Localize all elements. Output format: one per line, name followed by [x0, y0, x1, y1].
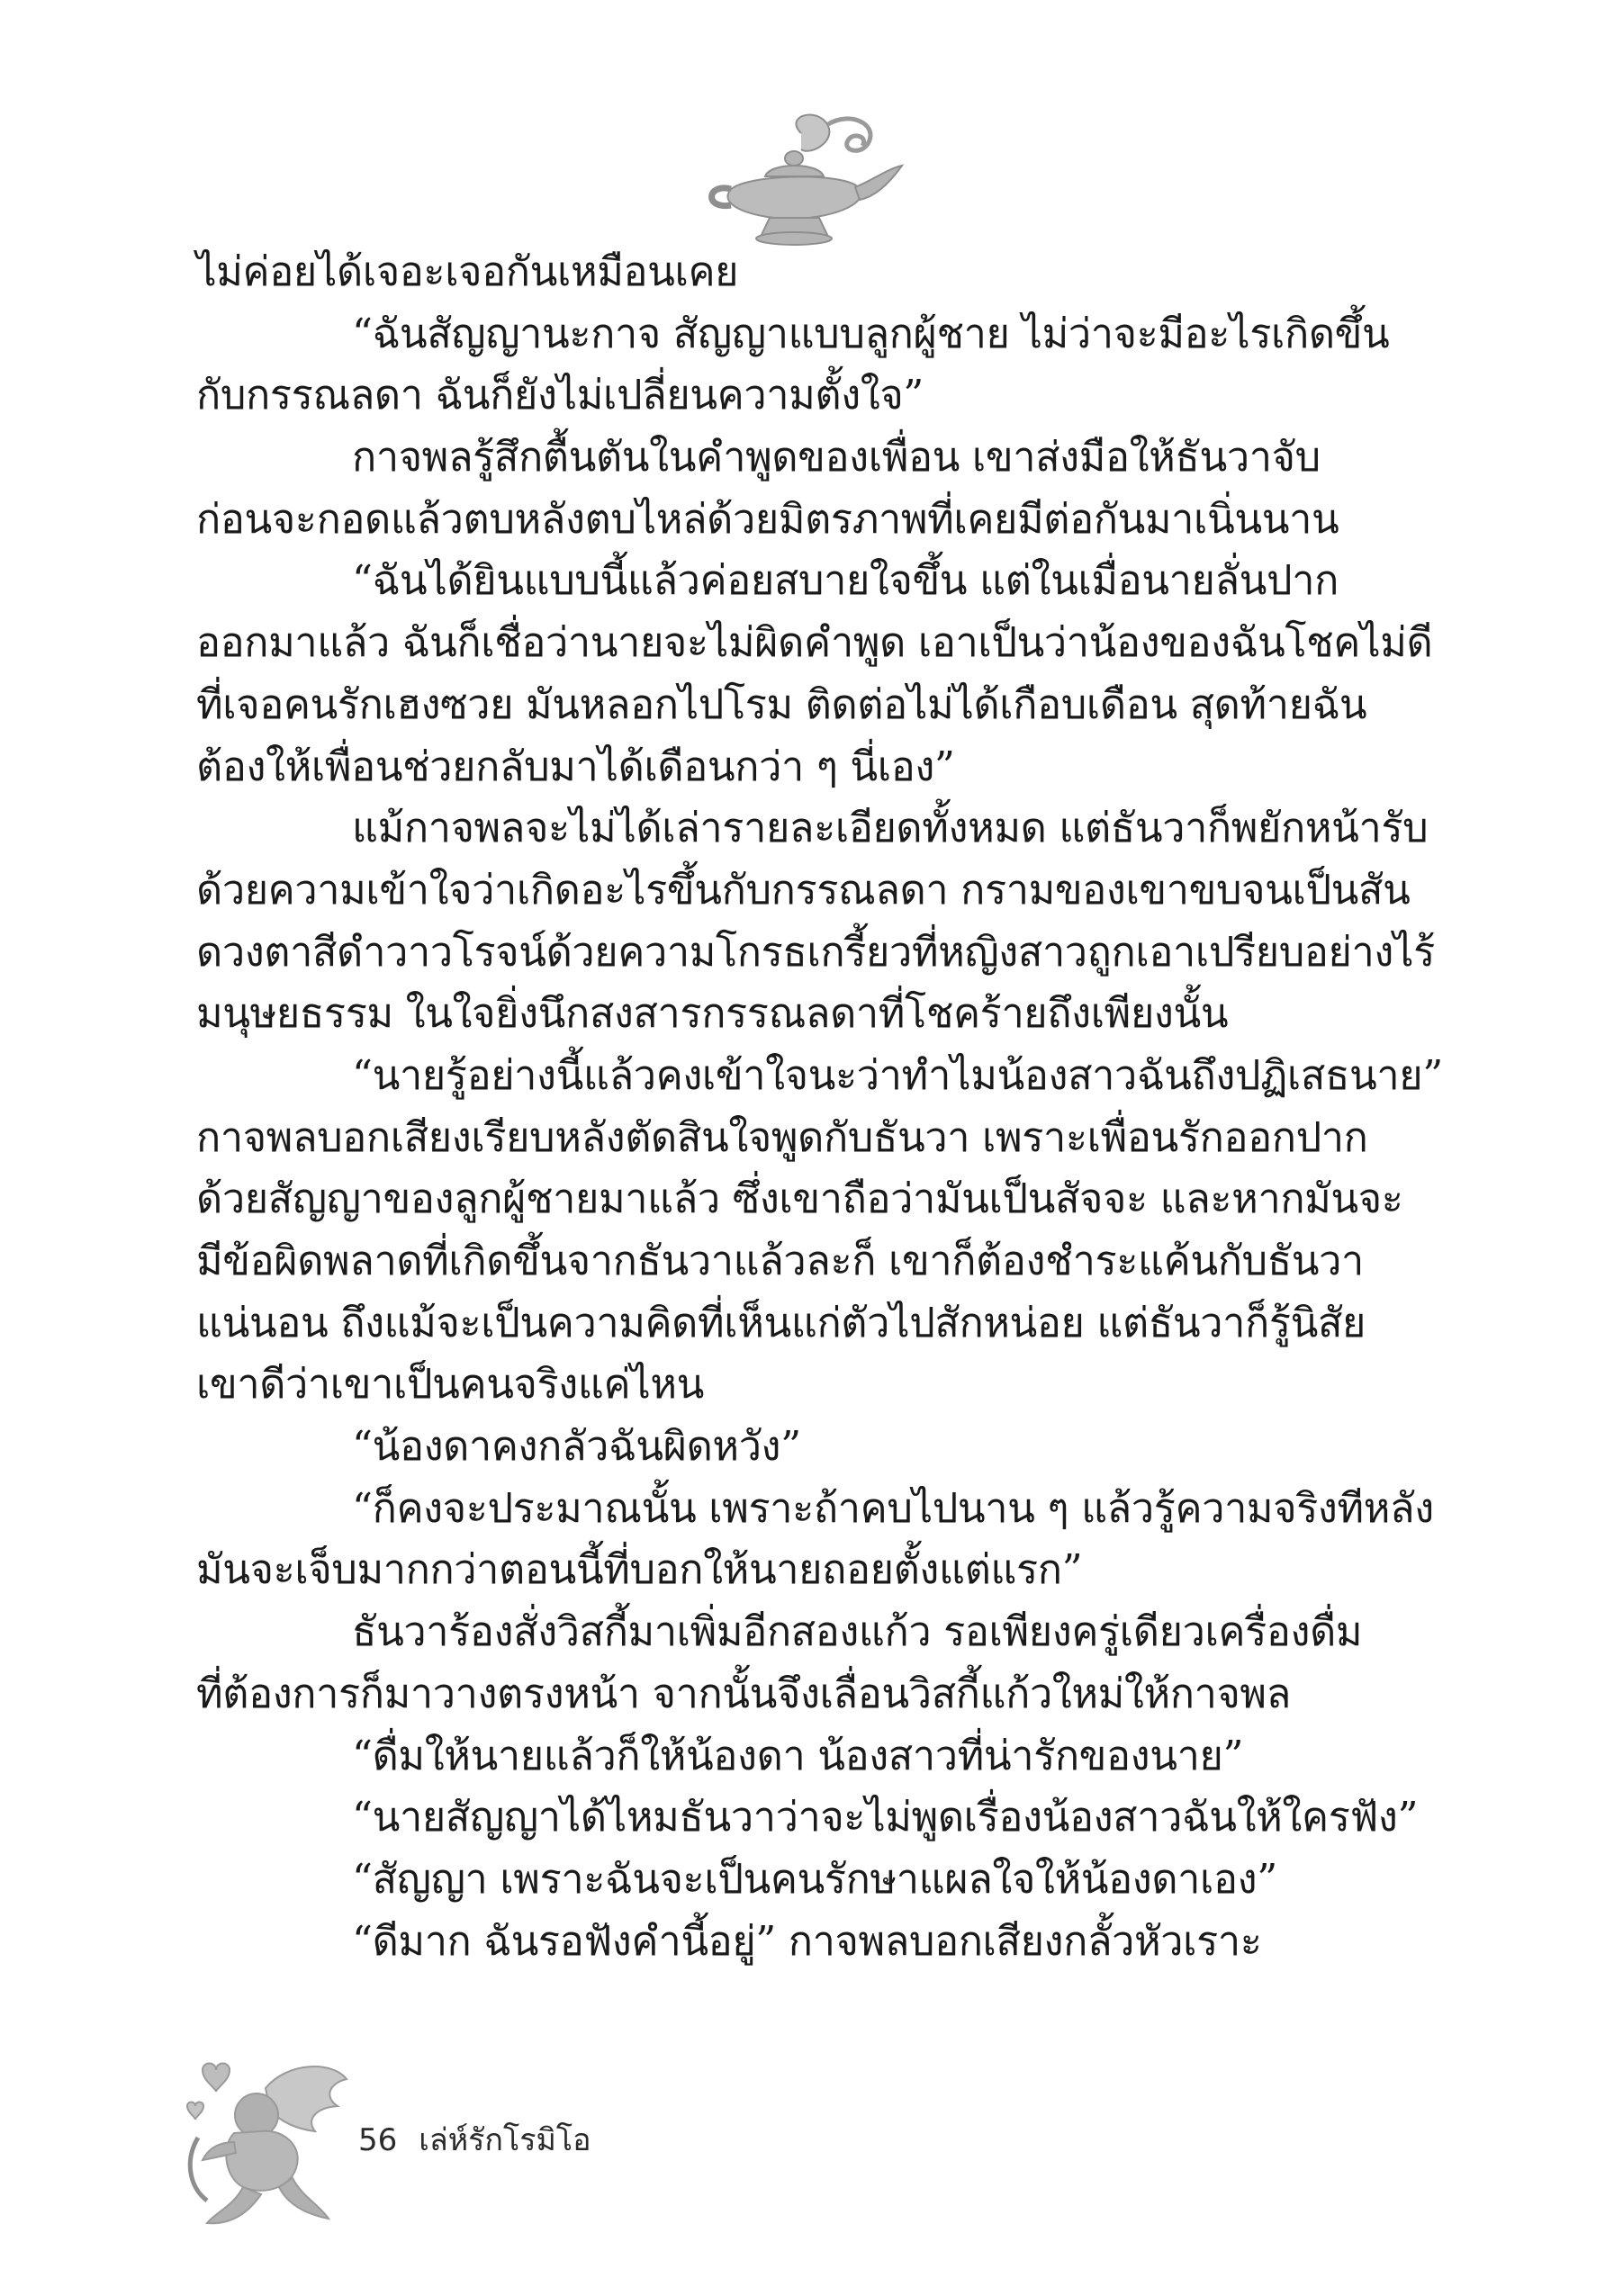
text-line: “นายรู้อย่างนี้แล้วคงเข้าใจนะว่าทำไมน้องสาวฉันถึงปฏิเสธนาย” [352, 1050, 1443, 1099]
book-title: เล่ห์รักโรมิโอ [419, 2122, 591, 2158]
text-line: ไม่ค่อยได้เจอะเจอกันเหมือนเคย [196, 248, 739, 295]
text-line: แน่นอน ถึงแม้จะเป็นความคิดที่เห็นแก่ตัวไปสักหน่อย แต่ธันวาก็รู้นิสัย [196, 1298, 1366, 1346]
text-line: กับกรรณลดา ฉันก็ยังไม่เปลี่ยนความตั้งใจ” [196, 371, 924, 419]
text-line: มันจะเจ็บมากกว่าตอนนี้ที่บอกให้นายถอยตั้งแต่แรก” [196, 1545, 1083, 1594]
text-line: ที่เจอคนรักเฮงซวย มันหลอกไปโรม ติดต่อไม่ได้เกือบเดือน สุดท้ายฉัน [196, 680, 1367, 728]
text-line: “ดื่มให้นายแล้วก็ให้น้องดา น้องสาวที่น่ารักของนาย” [352, 1731, 1244, 1779]
text-line: ธันวาร้องสั่งวิสกี้มาเพิ่มอีกสองแก้ว รอเพียงครู่เดียวเครื่องดื่ม [352, 1607, 1363, 1656]
text-line: “น้องดาคงกลัวฉันผิดหวัง” [352, 1422, 801, 1471]
text-line: มีข้อผิดพลาดที่เกิดขึ้นจากธันวาแล้วละก็ เขาก็ต้องชำระแค้นกับธันวา [196, 1237, 1364, 1284]
text-line: กาจพลรู้สึกตื้นตันในคำพูดของเพื่อน เขาส่งมือให้ธันวาจับ [352, 433, 1321, 482]
body-text [196, 241, 1443, 1972]
genie-lamp-icon [693, 106, 909, 250]
text-line: “ฉันสัญญานะกาจ สัญญาแบบลูกผู้ชาย ไม่ว่าจะมีอะไรเกิดขึ้น [352, 309, 1390, 357]
page-footer [358, 2115, 591, 2169]
text-line: “ดีมาก ฉันรอฟังคำนี้อยู่” กาจพลบอกเสียงกลั้วหัวเราะ [352, 1916, 1262, 1965]
text-line: มนุษยธรรม ในใจยิ่งนึกสงสารกรรณลดาที่โชคร้ายถึงเพียงนั้น [196, 989, 1229, 1038]
text-line: “ก็คงจะประมาณนั้น เพราะถ้าคบไปนาน ๆ แล้วรู้ความจริงทีหลัง [352, 1483, 1434, 1532]
text-line: “นายสัญญาได้ไหมธันวาว่าจะไม่พูดเรื่องน้องสาวฉันให้ใครฟัง” [352, 1793, 1419, 1841]
text-line: ต้องให้เพื่อนช่วยกลับมาได้เดือนกว่า ๆ นี่เอง” [196, 742, 955, 790]
text-line: ด้วยสัญญาของลูกผู้ชายมาแล้ว ซึ่งเขาถือว่ามันเป็นสัจจะ และหากมันจะ [196, 1175, 1403, 1223]
text-line: ก่อนจะกอดแล้วตบหลังตบไหล่ด้วยมิตรภาพที่เคยมีต่อกันมาเนิ่นนาน [196, 494, 1339, 543]
text-line: “สัญญา เพราะฉันจะเป็นคนรักษาแผลใจให้น้องดาเอง” [352, 1854, 1277, 1903]
text-line: แม้กาจพลจะไม่ได้เล่ารายละเอียดทั้งหมด แต่ธันวาก็พยักหน้ารับ [352, 804, 1429, 852]
text-line: ด้วยความเข้าใจว่าเกิดอะไรขึ้นกับกรรณลดา กรามของเขาขบจนเป็นสัน [196, 865, 1411, 914]
text-line: ดวงตาสีดำวาวโรจน์ด้วยความโกรธเกรี้ยวที่หญิงสาวถูกเอาเปรียบอย่างไร้ [196, 927, 1435, 976]
text-line: เขาดีว่าเขาเป็นคนจริงแค่ไหน [196, 1360, 705, 1409]
text-line: “ฉันได้ยินแบบนี้แล้วค่อยสบายใจขึ้น แต่ในเมื่อนายลั่นปาก [352, 556, 1339, 605]
text-line: ที่ต้องการก็มาวางตรงหน้า จากนั้นจึงเลื่อนวิสกี้แก้วใหม่ให้กาจพล [196, 1669, 1291, 1717]
page-number: 56 [358, 2122, 398, 2158]
cupid-icon [180, 2052, 356, 2232]
text-line: กาจพลบอกเสียงเรียบหลังตัดสินใจพูดกับธันวา เพราะเพื่อนรักออกปาก [196, 1112, 1368, 1161]
text-line: ออกมาแล้ว ฉันก็เชื่อว่านายจะไม่ผิดคำพูด เอาเป็นว่าน้องของฉันโชคไม่ดี [196, 618, 1433, 667]
